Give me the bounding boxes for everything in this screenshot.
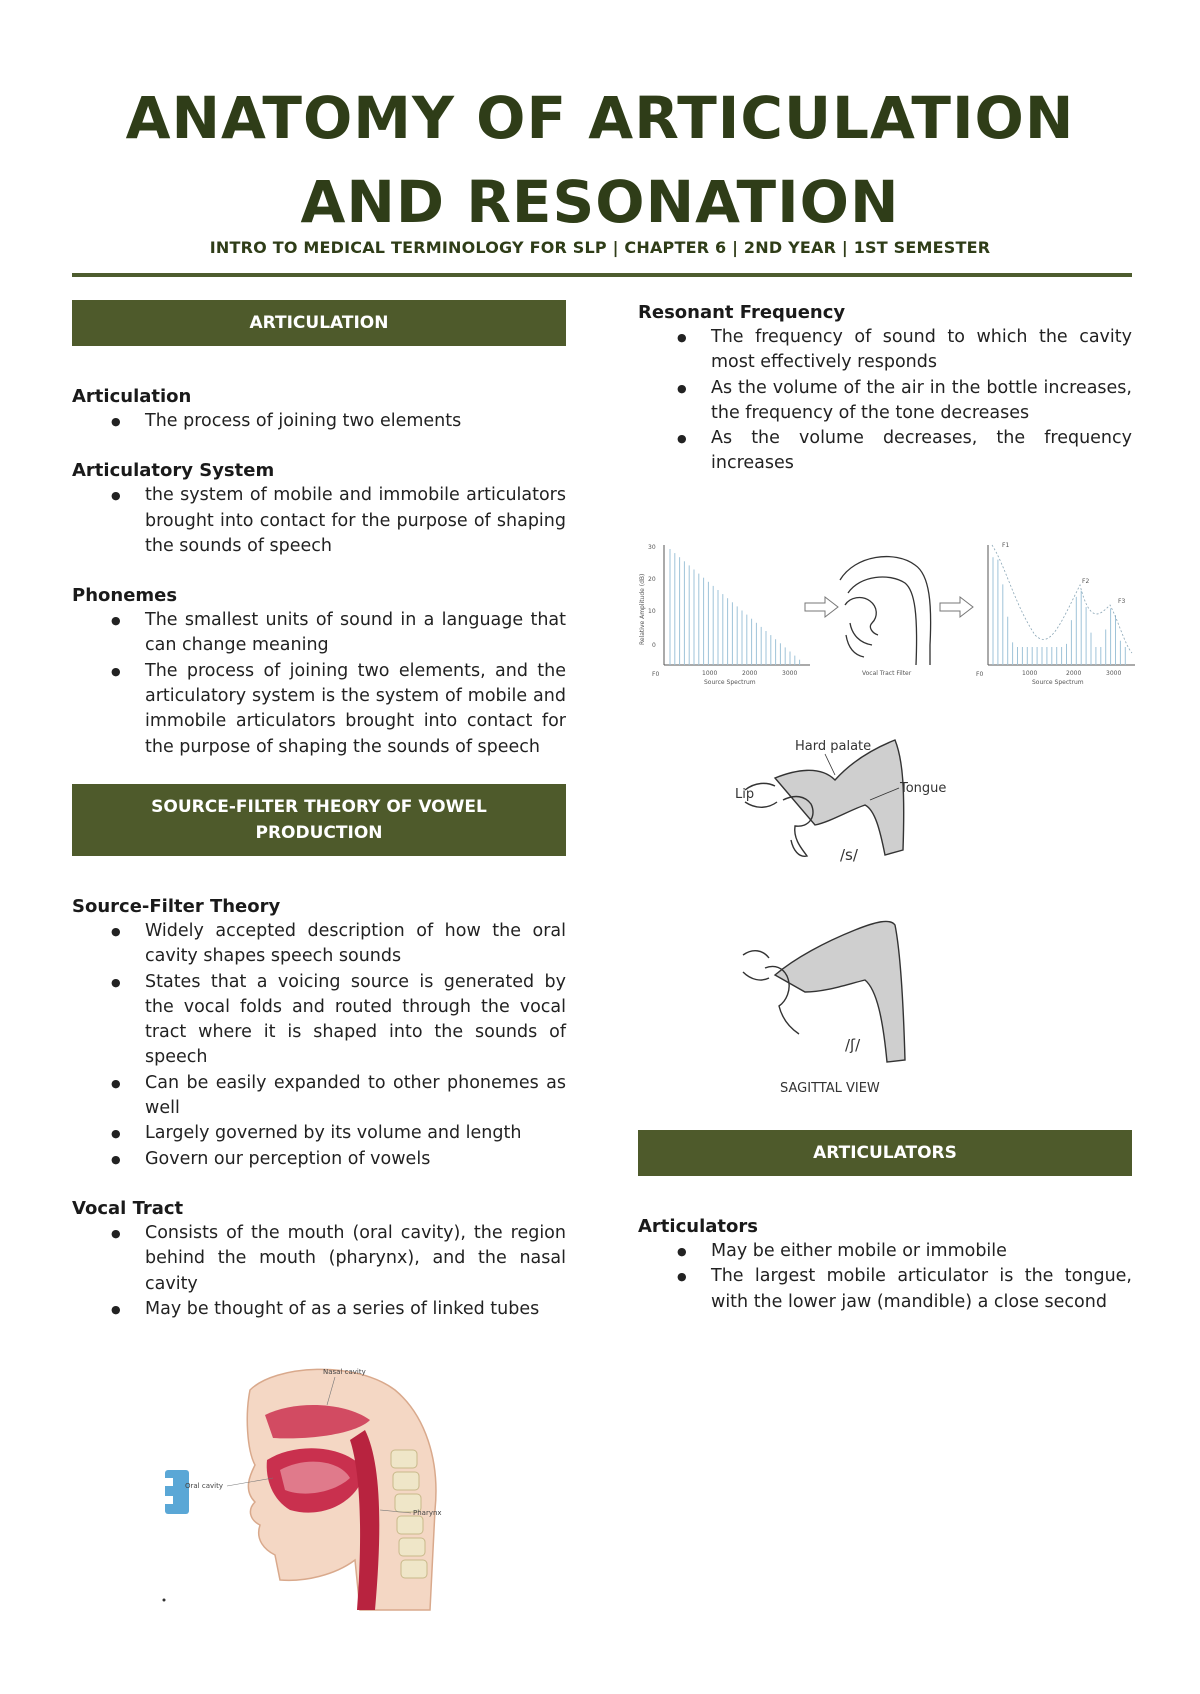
heading-source-filter-theory: Source-Filter Theory xyxy=(72,895,281,917)
phoneme-s-label: /s/ xyxy=(840,846,858,864)
page-subtitle: INTRO TO MEDICAL TERMINOLOGY FOR SLP | CHAPTER 6 | 2ND YEAR | 1ST SEMESTER xyxy=(209,238,991,257)
heading-articulation: Articulation xyxy=(72,386,192,407)
lip-label: Lip xyxy=(735,787,755,802)
list-item: ● The largest mobile articulator is the tongue, with the lower jaw (mandible) a close second xyxy=(711,1264,1132,1315)
left-column xyxy=(72,300,566,1322)
page-title-line-1: ANATOMY OF ARTICULATION xyxy=(125,84,1075,152)
list-item: ● Widely accepted description of how the oral cavity shapes speech sounds xyxy=(145,919,566,970)
left-ytick: 0 xyxy=(652,642,656,649)
list-item: ● the system of mobile and immobile articulators brought into contact for the purpose of shaping the sounds of speech xyxy=(145,483,566,559)
list-item: ● Consists of the mouth (oral cavity), the region behind the mouth (pharynx), and the nasal cavity xyxy=(145,1221,566,1297)
right-xtick: F0 xyxy=(976,671,984,678)
heading-resonant-frequency: Resonant Frequency xyxy=(638,302,846,323)
list-item: ● May be thought of as a series of linked tubes xyxy=(145,1297,566,1322)
list-item: ● May be either mobile or immobile xyxy=(711,1239,1132,1264)
sagittal-sh-drawing xyxy=(743,921,905,1062)
left-xtick: 1000 xyxy=(702,670,718,677)
page-title-line-2: AND RESONATION xyxy=(300,168,900,236)
heading-phonemes: Phonemes xyxy=(72,585,178,607)
section-band-source-filter: SOURCE-FILTER THEORY OF VOWEL PRODUCTION xyxy=(72,784,566,856)
list-item: ● Can be easily expanded to other phonemes as well xyxy=(145,1071,566,1122)
left-xtick: 3000 xyxy=(782,670,798,677)
list-item: ● Largely governed by its volume and length xyxy=(145,1121,566,1146)
pharynx-label: Pharynx xyxy=(413,1509,442,1517)
formant-label: F2 xyxy=(1082,578,1090,585)
right-spectrum-harmonics xyxy=(993,557,1125,665)
vocal-tract-illustration xyxy=(155,1360,455,1610)
heading-articulatory-system: Articulatory System xyxy=(72,460,275,482)
oral-cavity-label: Oral cavity xyxy=(185,1482,223,1490)
section-band-articulators: ARTICULATORS xyxy=(638,1130,1132,1176)
left-spectrum-harmonics xyxy=(670,549,800,665)
list-item: ● The process of joining two elements xyxy=(145,409,566,434)
resonant-frequency-list xyxy=(638,325,1132,477)
phonemes-list xyxy=(72,608,566,760)
formant-label: F1 xyxy=(1002,542,1010,549)
blue-device-shape xyxy=(165,1470,189,1514)
section-band-articulation: ARTICULATION xyxy=(72,300,566,346)
source-filter-list xyxy=(72,919,566,1172)
phoneme-sh-label: /ʃ/ xyxy=(845,1036,861,1054)
sagittal-s-drawing xyxy=(745,740,904,856)
left-caption: Source Spectrum xyxy=(704,679,756,686)
arrow-icon xyxy=(940,597,973,617)
left-xtick: 2000 xyxy=(742,670,758,677)
heading-articulators: Articulators xyxy=(638,1216,758,1237)
list-item: ● States that a voicing source is generated by the vocal folds and routed through the vocal tract where it is shaped into the sounds of speech xyxy=(145,970,566,1071)
right-xtick: 3000 xyxy=(1106,670,1122,677)
right-xtick: 2000 xyxy=(1066,670,1082,677)
sagittal-view-figure xyxy=(735,730,1035,1100)
formant-label: F3 xyxy=(1118,598,1126,605)
left-ytick: 20 xyxy=(648,576,656,583)
articulation-list xyxy=(72,409,566,434)
heading-vocal-tract: Vocal Tract xyxy=(72,1197,184,1219)
nasal-cavity-label: Nasal cavity xyxy=(323,1368,366,1376)
list-item: ● Govern our perception of vowels xyxy=(145,1147,566,1172)
middle-caption: Vocal Tract Filter xyxy=(862,670,912,677)
list-item: ● As the volume of the air in the bottle increases, the frequency of the tone decreases xyxy=(711,376,1132,427)
left-ytick: 30 xyxy=(648,544,656,551)
right-xtick: 1000 xyxy=(1022,670,1038,677)
header-divider xyxy=(72,273,1132,277)
left-xtick: F0 xyxy=(652,671,660,678)
list-item: ● The process of joining two elements, and the articulatory system is the system of mobile and immobile articulators brought into contact for the purpose of shaping the sounds of speech xyxy=(145,659,566,760)
hard-palate-label: Hard palate xyxy=(795,739,872,754)
right-column xyxy=(638,300,1132,477)
tongue-label: Tongue xyxy=(900,781,947,796)
list-item: ● As the volume decreases, the frequency increases xyxy=(711,426,1132,477)
source-filter-spectra-figure xyxy=(640,535,1140,690)
vocal-tract-list xyxy=(72,1221,566,1322)
left-ytick: 10 xyxy=(648,608,656,615)
vocal-tract-filter-drawing xyxy=(840,557,931,665)
articulators-list xyxy=(638,1239,1132,1315)
right-caption: Source Spectrum xyxy=(1032,679,1084,686)
left-ylabel: Relative Amplitude (dB) xyxy=(639,573,646,645)
arrow-icon xyxy=(805,597,838,617)
list-item: ● The frequency of sound to which the cavity most effectively responds xyxy=(711,325,1132,376)
articulatory-system-list xyxy=(72,483,566,559)
articulators-section xyxy=(638,1130,1132,1315)
sagittal-caption: SAGITTAL VIEW xyxy=(780,1081,880,1096)
list-item: ● The smallest units of sound in a language that can change meaning xyxy=(145,608,566,659)
